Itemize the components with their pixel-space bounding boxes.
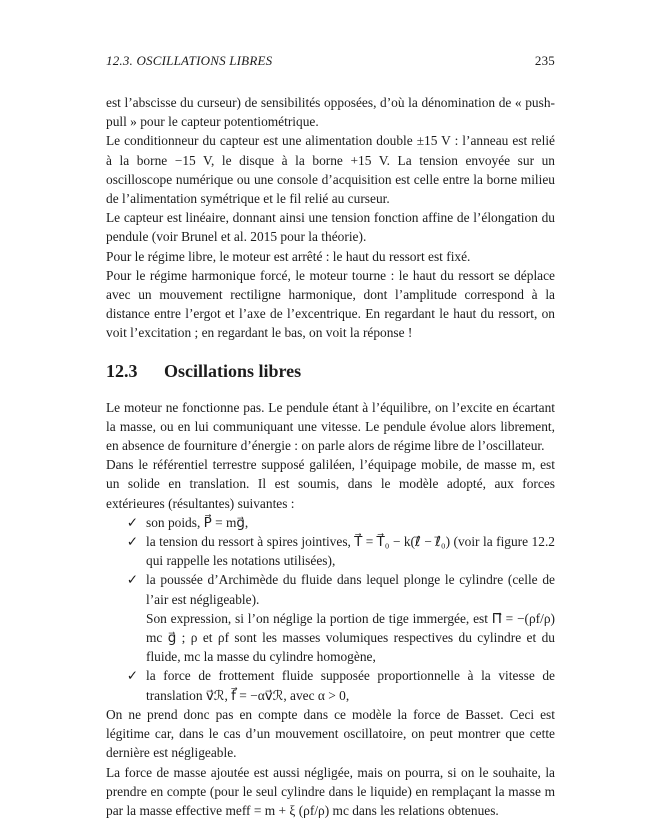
section-title: Oscillations libres [164,360,302,381]
force-list [106,513,555,609]
running-head [106,52,555,70]
check-icon: ✓ [126,572,138,588]
chapter-heading: 12.3. OSCILLATIONS LIBRES [106,53,273,68]
paragraph: Dans le référentiel terrestre supposé galiléen, l’équipage mobile, de masse m, est un solide en translation. Il est soumis, dans le modèle adopté, aux forces extérieures (résultantes) suivantes : [106,457,555,511]
paragraph: Pour le régime harmonique forcé, le moteur tourne : le haut du ressort se déplace avec un mouvement rectiligne harmonique, dont l’amplitude correspond à la distance entre l’ergot et l’axe de l’excentrique. En regardant le haut du ressort, on voit l’excitation ; en regardant le bas, on voit la réponse ! [106,267,555,341]
paragraph: est l’abscisse du curseur) de sensibilités opposées, d’où la dénomination de « push-pull » pour le capteur potentiométrique. [106,95,555,130]
force-list-continued [106,666,555,704]
page-number: 235 [534,53,555,68]
check-icon: ✓ [126,534,138,550]
paragraph: On ne prend donc pas en compte dans ce modèle la force de Basset. Ceci est légitime car, dans le cas d’un mouvement oscillatoire, on peut montrer que cette dernière est négligeable. [106,706,555,761]
check-icon: ✓ [126,668,138,684]
list-item [106,532,555,570]
list-item [106,666,555,704]
list-item [106,570,555,608]
paragraph: Le capteur est linéaire, donnant ainsi une tension fonction affine de l’élongation du pendule (voir Brunel et al. 2015 pour la théorie). [106,210,555,245]
paragraph: La force de masse ajoutée est aussi négligée, mais on pourra, si on le souhaite, la prendre en compte (pour le seul cylindre dans le liquide) en remplaçant la masse m par la masse effective meff = m + ξ (ρf/ρ) mc dans les relations obtenues. [106,764,555,818]
page-body [106,93,555,820]
list-item-text: la poussée d’Archimède du fluide dans lequel plonge le cylindre (celle de l’air est négligeable). [146,572,555,607]
section-number: 12.3 [106,360,138,381]
page [106,52,555,820]
list-item-text: la tension du ressort à spires jointives, T⃗ = T⃗₀ − k(ℓ⃗ − ℓ⃗₀) (voir la figure 12.2 qui rappelle les notations utilisées), [146,534,555,569]
list-item-text: son poids, P⃗ = mg⃗, [146,514,249,530]
paragraph: Le conditionneur du capteur est une alimentation double ±15 V : l’anneau est relié à la borne −15 V, le disque à la borne +15 V. La tension envoyée sur un oscilloscope numérique ou une console d’acquisition est celle entre la borne milieu de l’alimentation symétrique et le fil relié au curseur. [106,133,555,207]
paragraph: Le moteur ne fonctionne pas. Le pendule étant à l’équilibre, on l’excite en écartant la masse, ou en lui communiquant une vitesse. Le pendule évolue alors librement, en absence de fourniture d’énergie : on parle alors de régime libre de l’oscillateur. [106,399,555,454]
check-icon: ✓ [126,514,138,530]
paragraph: Pour le régime libre, le moteur est arrêté : le haut du ressort est fixé. [106,248,471,264]
section-heading [106,360,555,382]
list-item [106,513,555,532]
list-subparagraph: Son expression, si l’on néglige la portion de tige immergée, est Π⃗ = −(ρf/ρ) mc g⃗ ; ρ et ρf sont les masses volumiques respectives du cylindre et du fluide, mc la masse du cylindre homogène, [146,610,555,665]
list-item-text: la force de frottement fluide supposée proportionnelle à la vitesse de translation v⃗ℛ, f⃗ = −αv⃗ℛ, avec α > 0, [146,668,555,703]
